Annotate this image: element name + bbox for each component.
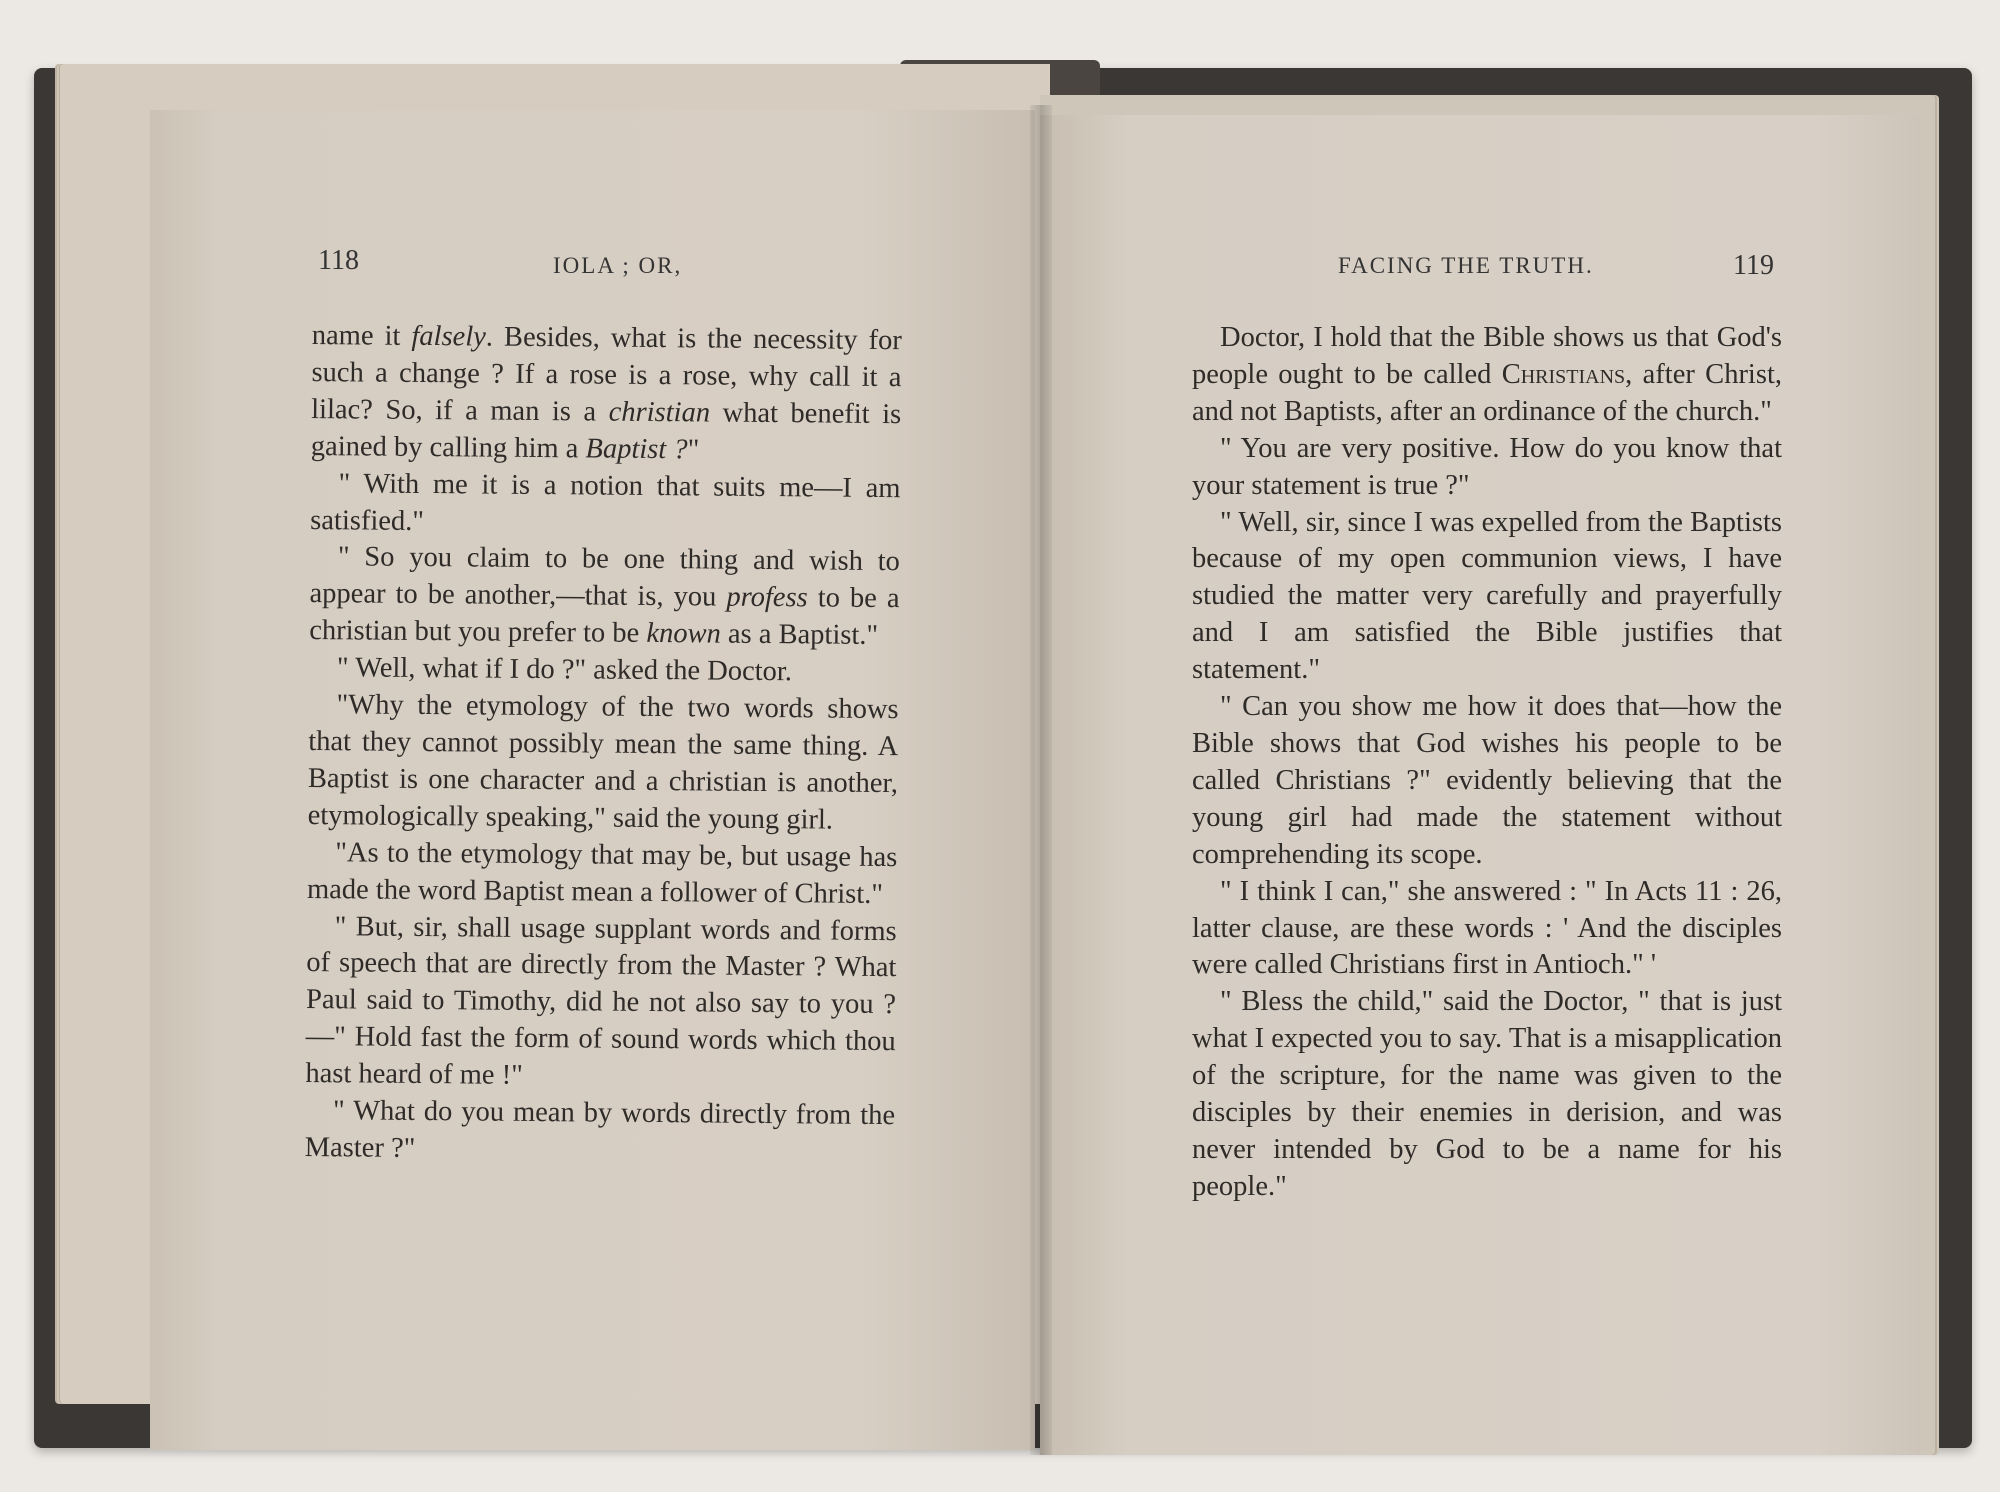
italic-text: Baptist ?: [585, 433, 688, 466]
paragraph: [1192, 505, 1782, 690]
paragraph: [1192, 431, 1782, 505]
book-gutter: [1030, 105, 1052, 1455]
italic-text: known: [646, 618, 721, 650]
paragraph: [305, 908, 897, 1098]
text-run: " Well, what if I do ?" asked the Doctor.: [336, 652, 793, 688]
italic-text: profess: [726, 581, 808, 614]
text-run: "As to the etymology that may be, but usage has made the word Baptist mean a follower of Christ.": [306, 836, 898, 910]
text-run: " Well, sir, since I was expelled from the Baptists because of my open communion views, I have studied the matter very carefully and prayerfully and I am satisfied the Bible justifies that statement.": [1192, 506, 1782, 686]
left-page-number: 118: [318, 245, 359, 276]
text-run: name it: [311, 319, 412, 352]
italic-text: falsely: [411, 320, 486, 353]
text-run: " You are very positive. How do you know that your statement is true ?": [1192, 432, 1782, 501]
text-run: " I think I can," she answered : " In Acts 11 : 26, latter clause, are these words : ' And the disciples were called Christians first in Antioch." ': [1192, 875, 1782, 981]
paragraph: [1192, 320, 1782, 431]
paragraph: [1192, 874, 1782, 985]
text-run: " Bless the child," said the Doctor, " that is just what I expected you to say. That is a misapplication of the scripture, for the name was given to the disciples by their enemies in derision, and was never intended by God to be a name for his people.": [1192, 986, 1782, 1202]
text-run: " Can you show me how it does that—how the Bible shows that God wishes his people to be called Christians ?" evidently believing that the young girl had made the statement without comprehending its scope.: [1192, 691, 1782, 870]
text-run: Doctor, I hold that the Bible shows us that God's people ought to be called: [1192, 322, 1782, 390]
text-run: as a Baptist.": [720, 618, 879, 652]
text-run: , after Christ, and not Baptists, after an ordinance of the church.": [1192, 358, 1782, 427]
text-run: " With me it is a notion that suits me—I am satisfied.": [310, 467, 901, 537]
left-page-body: [305, 318, 902, 1172]
paragraph: [310, 466, 901, 545]
italic-text: christian: [608, 396, 711, 429]
right-page-body: [1192, 320, 1782, 1206]
text-run: " But, sir, shall usage supplant words and forms of speech that are directly from the Master ? What Paul said to Timothy, did he not also say to you ?—" Hold fast the form of sound words which thou hast heard of me !": [305, 910, 897, 1091]
text-run: ": [687, 434, 700, 466]
paragraph: [307, 687, 898, 840]
paragraph: [309, 539, 900, 655]
text-run: . Besides, what is the necessity for such a change ? If a rose is a rose, why call it a lilac? So, if a man is a: [311, 321, 902, 428]
paragraph: [309, 650, 899, 692]
right-page-number: 119: [1733, 250, 1774, 281]
text-run: what benefit is gained by calling him a: [310, 397, 902, 465]
text-run: " What do you mean by words directly from the Master ?": [304, 1095, 896, 1164]
paragraph: [307, 835, 898, 914]
text-run: "Why the etymology of the two words shows that they cannot possibly mean the same thing. A Baptist is one character and a christian is another, etymologically speaking," said the young girl.: [307, 689, 899, 836]
paragraph: [1192, 689, 1782, 874]
right-running-head: FACING THE TRUTH.: [1338, 253, 1594, 278]
text-run: to be a christian but you prefer to be: [309, 582, 900, 650]
small-caps-text: Christians: [1501, 358, 1626, 390]
paragraph: [311, 318, 902, 471]
left-running-head: IOLA ; OR,: [553, 253, 683, 278]
text-run: " So you claim to be one thing and wish to appear to be another,—that is, you: [309, 541, 901, 613]
paragraph: [1192, 984, 1782, 1205]
paragraph: [305, 1093, 896, 1172]
